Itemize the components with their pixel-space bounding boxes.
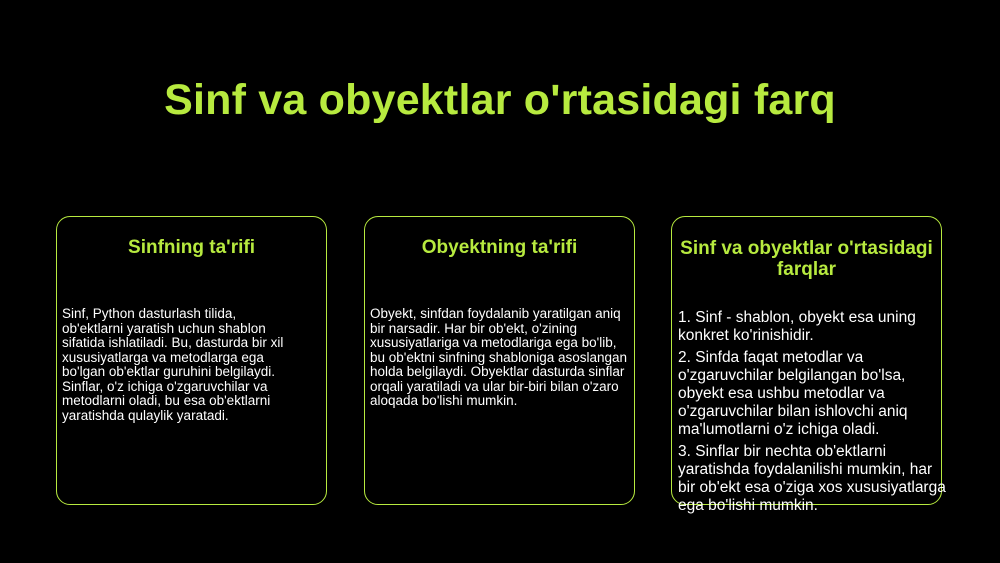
card-heading: Obyektning ta'rifi (421, 237, 578, 258)
list-item: 3. Sinflar bir nechta ob'ektlarni yaratishda foydalanilishi mumkin, har bir ob'ekt esa o'ziga xos xususiyatlarga ega bo'lishi mumkin. (678, 443, 946, 514)
class-definition-card (56, 216, 327, 505)
card-heading: Sinf va obyektlar o'rtasidagi farqlar (680, 238, 933, 280)
card-text: Obyekt, sinfdan foydalanib yaratilgan aniq bir narsadir. Har bir ob'ekt, o'zining xususiyatlariga va metodlariga ega bo'lib, bu ob'ektni sinfning shabloniga asoslangan holda belgilaydi. Obyektlar dasturda sinflar orqali yaratiladi va ular bir-biri bilan o'zaro aloqada bo'lishi mumkin. (370, 306, 628, 408)
slide-title: Sinf va obyektlar o'rtasidagi farq (164, 76, 836, 124)
differences-card (671, 216, 946, 514)
card-heading: Sinfning ta'rifi (128, 237, 255, 258)
list-item: 2. Sinfda faqat metodlar va o'zgaruvchilar belgilangan bo'lsa, obyekt esa ushbu metodlar va o'zgaruvchilar bilan ishlovchi aniq ma'lumotlarni o'z ichiga oladi. (678, 349, 908, 438)
card-text: Sinf, Python dasturlash tilida, ob'ektlarni yaratish uchun shablon sifatida ishlatiladi. Bu, dasturda bir xil xususiyatlarga va metodlarga ega bo'lgan ob'ektlar guruhini belgilaydi. Sinflar, o'z ichiga o'zgaruvchilar va metodlarni oladi, bu esa ob'ektlarni yaratishda qulaylik yaratadi. (62, 306, 284, 423)
list-item: 1. Sinf - shablon, obyekt esa uning konkret ko'rinishidir. (678, 309, 916, 344)
differences-list (678, 309, 948, 519)
object-definition-card (364, 216, 635, 505)
